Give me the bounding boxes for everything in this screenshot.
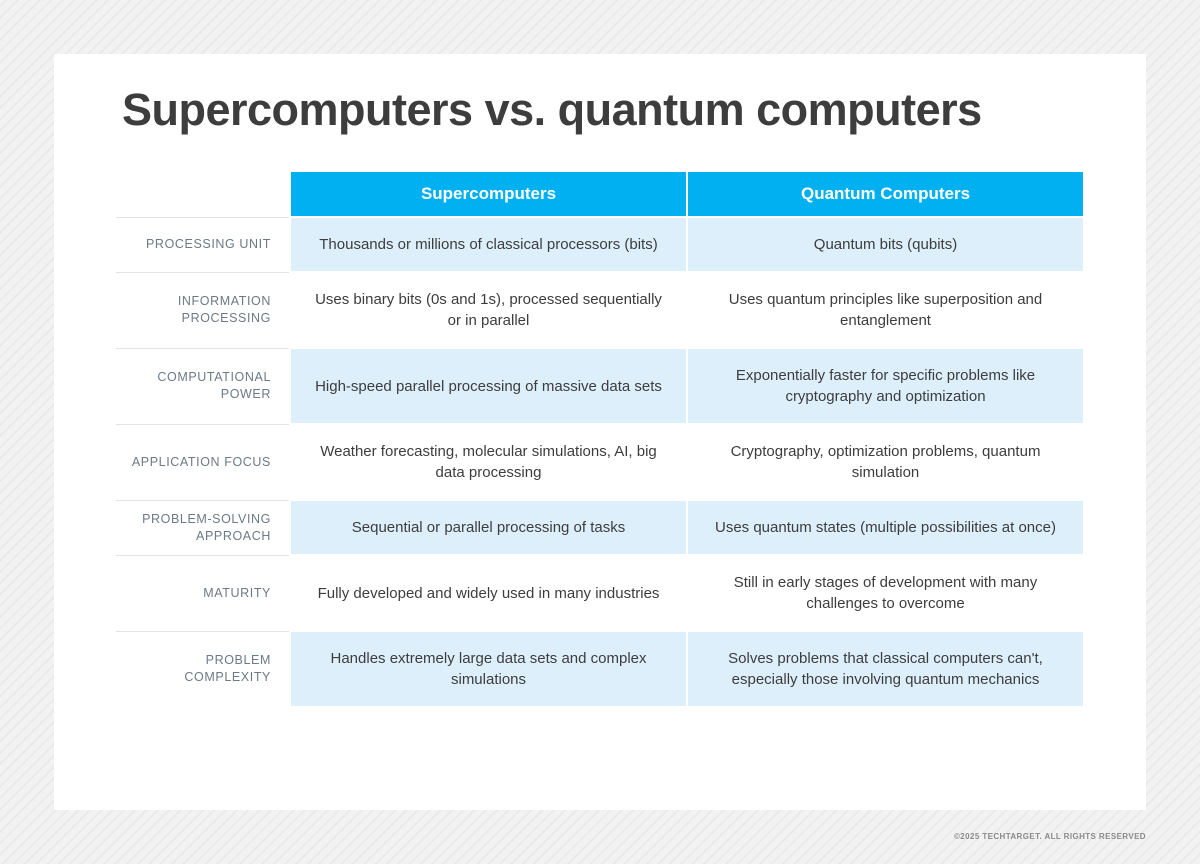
comparison-table [116,172,1085,708]
cell-quantum: Exponentially faster for specific problems like cryptography and optimization [687,348,1084,424]
row-label: PROBLEM-SOLVING APPROACH [116,500,290,555]
cell-quantum: Cryptography, optimization problems, quantum simulation [687,424,1084,500]
table-row [116,348,1084,424]
column-header-quantum-computers: Quantum Computers [687,172,1084,217]
row-label: COMPUTATIONAL POWER [116,348,290,424]
infographic-card [54,54,1146,810]
cell-supercomputers: Handles extremely large data sets and complex simulations [290,631,687,707]
row-label: MATURITY [116,555,290,631]
column-header-supercomputers: Supercomputers [290,172,687,217]
row-label: PROBLEM COMPLEXITY [116,631,290,707]
cell-quantum: Solves problems that classical computers can't, especially those involving quantum mechanics [687,631,1084,707]
table-row [116,217,1084,272]
cell-supercomputers: Sequential or parallel processing of tasks [290,500,687,555]
cell-supercomputers: Fully developed and widely used in many industries [290,555,687,631]
cell-supercomputers: High-speed parallel processing of massive data sets [290,348,687,424]
page-title: Supercomputers vs. quantum computers [122,84,982,135]
table-row [116,555,1084,631]
table-body [116,217,1084,707]
row-label: PROCESSING UNIT [116,217,290,272]
cell-quantum: Still in early stages of development with many challenges to overcome [687,555,1084,631]
cell-quantum: Quantum bits (qubits) [687,217,1084,272]
cell-quantum: Uses quantum states (multiple possibilities at once) [687,500,1084,555]
cell-supercomputers: Thousands or millions of classical processors (bits) [290,217,687,272]
table-header-row [116,172,1084,217]
table-row [116,631,1084,707]
table-row [116,500,1084,555]
table-row [116,424,1084,500]
cell-supercomputers: Uses binary bits (0s and 1s), processed sequentially or in parallel [290,272,687,348]
table-header [116,172,1084,217]
cell-supercomputers: Weather forecasting, molecular simulations, AI, big data processing [290,424,687,500]
cell-quantum: Uses quantum principles like superposition and entanglement [687,272,1084,348]
table-corner-cell [116,172,290,217]
row-label: APPLICATION FOCUS [116,424,290,500]
table-row [116,272,1084,348]
copyright-notice: ©2025 TECHTARGET. ALL RIGHTS RESERVED [954,832,1146,841]
row-label: INFORMATION PROCESSING [116,272,290,348]
